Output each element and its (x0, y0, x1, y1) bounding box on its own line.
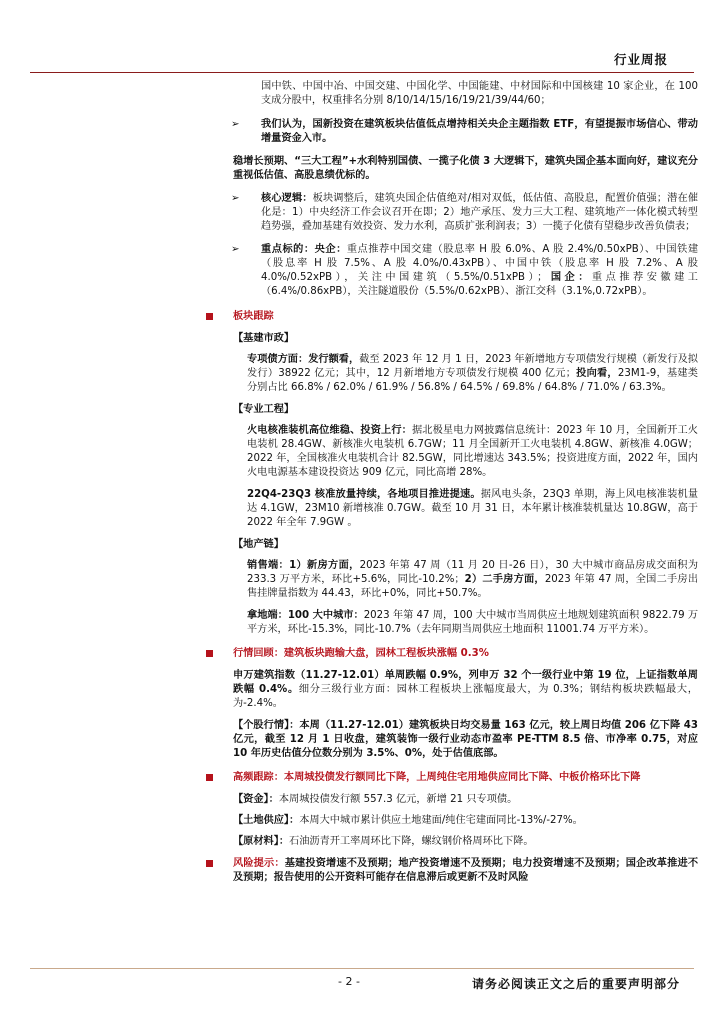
wind-power-label: 22Q4-23Q3 核准放量持续，各地项目推进提速。 (247, 489, 481, 500)
special-bond-text: 截至 2023 年 12 月 1 日，2023 年新增地方专项债发行规模（新发行及拟发行）38922 亿元；其中，12 月新增地方专项债发行规模 400 亿元； (247, 354, 698, 379)
section-high-frequency-title: 高频跟踪：本周城投债发行额同比下降，上周纯住宅用地供应同比下降、中板价格环比下降 (233, 772, 641, 783)
report-body (233, 78, 698, 885)
sales-paragraph (233, 559, 698, 601)
core-logic-text: 板块调整后，建筑央国企估值绝对/相对双低，低估值、高股息，配置价值强；潜在催化是：1）中央经济工作会议召开在即；2）地产承压、发力三大工程、建筑地产一体化模式转型趋势强，叠加基建有效投资、发力水利，高质扩张利润表；3）一揽子化债有望稳步改善负债表； (261, 193, 699, 232)
stock-performance-text: 本周（11.27-12.01）建筑板块日均交易量 163 亿元，较上周日均值 206 亿下降 43 亿元，截至 12 月 1 日收盘，建筑装饰一级行业动态市盈率 PE-TTM 8.5 倍、市净率 0.75，对应 10 年历史估值分位数分别为 3.5%、0%，处于估值底部。 (233, 720, 698, 759)
summary-paragraph: 稳增长预期、“三大工程”+水利特别国债、一揽子化债 3 大逻辑下，建筑央国企基本面向好，建议充分重视低估值、高股息绩优标的。 (233, 156, 698, 181)
thermal-power-label: 火电核准装机高位维稳、投资上行： (247, 425, 412, 436)
central-soe-text: 重点推荐中国交建（股息率 H 股 6.0%、A 股 2.4%/0.50xPB）、中国铁建（股息率 H 股 7.5%、A 股 4.0%/0.43xPB）、中国中铁（股息率 H 股 7.2%、A 股 4.0%/0.52xPB），关注中国建筑（5.5%/0.51xPB）； (261, 244, 699, 283)
capital-tag: 【资金】： (233, 794, 279, 805)
header-divider (30, 72, 694, 73)
special-bond-label-2: 投向看， (575, 368, 618, 379)
section-sector-tracking-title: 板块跟踪 (233, 311, 274, 322)
land-acquisition-text: 2023 年第 47 周，100 大中城市当周供应土地规划建筑面积 9822.79 万平方米，环比-15.3%，同比-10.7%（去年同期当周供应土地面积 11001.74 万平方米）。 (247, 610, 699, 635)
wind-power-text: 据风电头条，23Q3 单期，海上风电核准装机量达 4.1GW，23M10 新增核准 0.7GW。截至 10 月 31 日，本年累计核准装机量达 10.8GW，高于 2022 年全年 7.9GW 。 (247, 489, 699, 528)
sales-label: 销售端： (247, 560, 290, 571)
core-logic-bullet (233, 192, 698, 234)
key-picks-bullet (233, 243, 698, 299)
sales-new-home-text: 2023 年第 47 周（11 月 20 日-26 日），30 大中城市商品房成交面积为 233.3 万平方米，环比+5.6%，同比-10.2%； (247, 560, 699, 585)
special-bond-text-2: 23M1-9，基建类分别占比 66.8% / 62.0% / 61.9% / 56.8% / 64.5% / 69.8% / 64.8% / 71.0% / 63.3%。 (247, 368, 698, 393)
etf-constituents-paragraph: 国中铁、中国中冶、中国交建、中国化学、中国能建、中材国际和中国核建 10 家企业，在 100 支成分股中，权重排名分别 8/10/14/15/16/19/21/39/44/60； (261, 81, 698, 106)
red-square-bullet-icon (206, 650, 213, 657)
land-acquisition-paragraph (233, 609, 698, 637)
footer-divider (30, 968, 694, 969)
land-supply-line (233, 814, 698, 828)
section-sector-tracking (233, 310, 698, 324)
key-picks-label: 重点标的： (261, 244, 315, 255)
stock-performance-paragraph (233, 719, 698, 761)
section-market-review (233, 647, 698, 661)
tag-infrastructure: 【基建市政】 (233, 333, 295, 344)
sales-second-hand-text: 2023 年第 47 周，全国二手房出售挂牌量指数为 44.43，环比+0%，同比+50.7%。 (247, 574, 699, 599)
sales-new-home-label: 1）新房方面， (289, 560, 360, 571)
thermal-power-text: 据北极星电力网披露信息统计：2023 年 10 月，全国新开工火电装机 28.4GW、新核准火电装机 6.7GW；11 月全国新开工火电装机 4.8GW、新核准 4.0GW；2022 年，全国核准火电装机合计 82.5GW，同比增速达 343.5%；投资进度方面，2022 年，国内火电电源基本建设投资达 909 亿元，同比高增 28%。 (247, 425, 698, 478)
arrow-bullet-icon: ➢ (231, 193, 240, 204)
local-soe-label: 国企： (547, 272, 592, 283)
capital-line (233, 793, 698, 807)
red-square-bullet-icon (206, 313, 213, 320)
risk-warning (233, 857, 698, 885)
sales-second-hand-label: 2）二手房方面， (464, 574, 545, 585)
report-type-header: 行业周报 (613, 52, 668, 67)
red-square-bullet-icon (206, 774, 213, 781)
risk-warning-text: 基建投资增速不及预期；地产投资增速不及预期；电力投资增速不及预期；国企改革推进不及预期；报告使用的公开资料可能存在信息滞后或更新不及时风险 (233, 858, 699, 883)
core-logic-label: 核心逻辑： (261, 193, 313, 204)
raw-materials-text: 石油沥青开工率周环比下降，螺纹钢价格周环比下降。 (289, 836, 534, 847)
raw-materials-tag: 【原材料】： (233, 836, 290, 847)
local-soe-text: 重点推荐安徽建工（6.4%/0.86xPB），关注隧道股份（5.5%/0.62xPB）、浙江交科（3.1%,0.72xPB）。 (261, 272, 698, 297)
land-acquisition-label: 拿地端：100 大中城市： (247, 610, 364, 621)
section-market-review-title: 行情回顾：建筑板块跑输大盘，园林工程板块涨幅 0.3% (233, 648, 489, 659)
thermal-power-paragraph (233, 424, 698, 480)
index-performance-paragraph (233, 669, 698, 711)
special-bond-paragraph (233, 353, 698, 395)
page-number: - 2 - (338, 975, 360, 988)
risk-warning-label: 风险提示： (233, 858, 285, 869)
wind-power-paragraph (233, 488, 698, 530)
land-supply-text: 本周大中城市累计供应土地建面/纯住宅建面同比-13%/-27%。 (299, 815, 583, 826)
tag-specialty-engineering: 【专业工程】 (233, 404, 295, 415)
stock-performance-tag: 【个股行情】： (233, 720, 300, 731)
index-performance-bold: 申万建筑指数（11.27-12.01）单周跌幅 0.9%，列申万 32 个一级行业中第 19 位，上证指数单周跌幅 0.4%。 (233, 670, 698, 695)
view-bullet-text: 我们认为，国新投资在建筑板块估值低点增持相关央企主题指数 ETF，有望提振市场信心、带动增量资金入市。 (261, 119, 698, 144)
section-high-frequency (233, 771, 698, 785)
land-supply-tag: 【土地供应】： (233, 815, 300, 826)
capital-text: 本周城投债发行额 557.3 亿元，新增 21 只专项债。 (278, 794, 518, 805)
arrow-bullet-icon: ➢ (231, 244, 240, 255)
view-bullet (233, 118, 698, 146)
disclaimer-notice: 请务必阅读正文之后的重要声明部分 (471, 977, 680, 991)
special-bond-label: 专项债方面：发行额看， (247, 354, 360, 365)
index-performance-text: 细分三级行业方面：园林工程板块上涨幅度最大，为 0.3%；钢结构板块跌幅最大，为-2.4%。 (233, 684, 698, 709)
arrow-bullet-icon: ➢ (231, 119, 240, 130)
tag-real-estate-chain: 【地产链】 (233, 539, 284, 550)
red-square-bullet-icon (206, 860, 213, 867)
raw-materials-line (233, 835, 698, 849)
central-soe-label: 央企： (314, 244, 347, 255)
